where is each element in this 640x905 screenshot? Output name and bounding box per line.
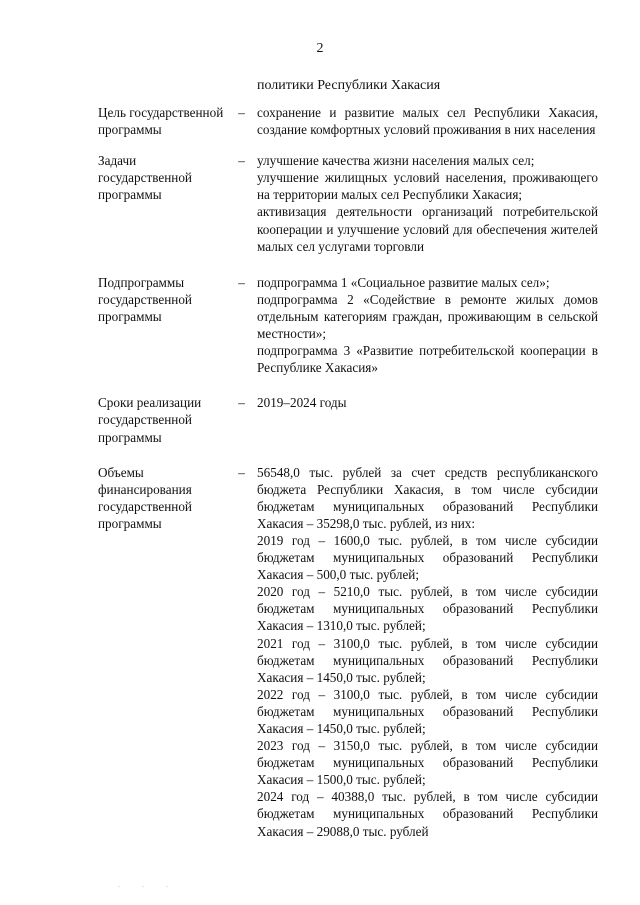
row-dash: – — [238, 105, 245, 120]
paragraph: подпрограмма 2 «Содействие в ремонте жилых домов отдельным категориям граждан, проживающим в сельской местности»; — [257, 291, 598, 342]
row-tasks — [98, 152, 598, 255]
paragraph: сохранение и развитие малых сел Республики Хакасия, создание комфортных условий проживания в них населения — [257, 105, 598, 138]
row-content — [257, 104, 598, 138]
row-content — [257, 464, 598, 840]
row-label: Задачи государственной программы — [98, 153, 192, 203]
continuation-text: политики Республики Хакасия — [257, 78, 441, 93]
row-label: Объемы финансирования государственной программы — [98, 464, 192, 531]
paragraph: 2019 год – 1600,0 тыс. рублей, в том числе субсидии бюджетам муниципальных образований Республики Хакасия – 500,0 тыс. рублей; — [257, 532, 598, 583]
paragraph: подпрограмма 1 «Социальное развитие малых сел»; — [257, 274, 550, 290]
paragraph: 2019–2024 годы — [257, 395, 347, 411]
row-label: Сроки реализации государственной программы — [98, 395, 202, 445]
row-content — [257, 152, 598, 255]
page-number: 2 — [316, 41, 324, 56]
paragraph: улучшение жилищных условий населения, проживающего на территории малых сел Республики Хакасия; — [257, 170, 598, 203]
paragraph: улучшение качества жизни населения малых сел; — [257, 153, 535, 169]
row-label: Подпрограммы государственной программы — [98, 274, 192, 324]
paragraph: 2023 год – 3150,0 тыс. рублей, в том числе субсидии бюджетам муниципальных образований Республики Хакасия – 1500,0 тыс. рублей; — [257, 738, 598, 788]
row-label: Цель государственной программы — [98, 105, 224, 138]
row-term — [98, 394, 598, 445]
row-content — [257, 274, 598, 377]
row-dash: – — [238, 153, 245, 169]
paragraph: подпрограмма 3 «Развитие потребительской кооперации в Республике Хакасия» — [257, 343, 598, 376]
program-passport-table — [98, 104, 598, 840]
row-goal — [98, 104, 598, 138]
row-funding — [98, 464, 598, 840]
paragraph: 2024 год – 40388,0 тыс. рублей, в том числе субсидии бюджетам муниципальных образований Республики Хакасия – 29088,0 тыс. рублей — [257, 789, 598, 839]
row-subprograms — [98, 274, 598, 377]
paragraph: 2021 год – 3100,0 тыс. рублей, в том числе субсидии бюджетам муниципальных образований Республики Хакасия – 1450,0 тыс. рублей; — [257, 635, 598, 685]
row-dash: – — [238, 395, 245, 411]
paragraph: активизация деятельности организаций потребительской кооперации и улучшение условий для обеспечения жителей малых сел услугами торговли — [257, 204, 598, 254]
paragraph: 56548,0 тыс. рублей за счет средств республиканского бюджета Республики Хакасия, в том числе субсидии бюджетам муниципальных образований Республики Хакасия – 35298,0 тыс. рублей, из них: — [257, 464, 598, 531]
row-dash: – — [238, 464, 245, 480]
paragraph: 2020 год – 5210,0 тыс. рублей, в том числе субсидии бюджетам муниципальных образований Республики Хакасия – 1310,0 тыс. рублей; — [257, 584, 598, 634]
row-dash: – — [238, 274, 245, 290]
paragraph: 2022 год – 3100,0 тыс. рублей, в том числе субсидии бюджетам муниципальных образований Республики Хакасия – 1450,0 тыс. рублей; — [257, 686, 598, 736]
scan-specks: . . . — [118, 880, 178, 889]
row-content — [257, 394, 598, 445]
